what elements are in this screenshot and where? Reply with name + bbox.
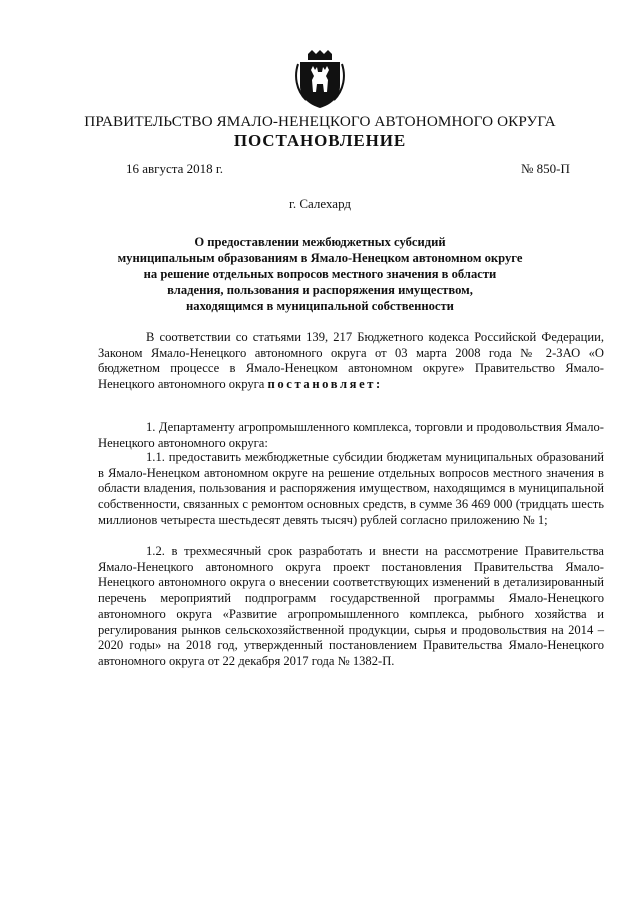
government-title: ПРАВИТЕЛЬСТВО ЯМАЛО-НЕНЕЦКОГО АВТОНОМНОГО ОКРУГА — [84, 113, 556, 130]
heading-line: О предоставлении межбюджетных субсидий — [194, 235, 446, 249]
item-1-2-paragraph: 1.2. в трехмесячный срок разработать и внести на рассмотрение Правительства Ямало-Ненецкого автономного округа проект постановления Правительства Ямало-Ненецкого автономного округа о внесении соответствующих изменений в детализированный перечень мероприятий подпрограмм государственной программы Ямало-Ненецкого автономного округа «Развитие агропромышленного комплекса, рыбного хозяйства и регулирования рынков сельскохозяйственной продукции, сырья и продовольствия на 2014 – 2020 годы» на 2018 год, утвержденный постановлением Правительства Ямало-Ненецкого автономного округа от 22 декабря 2017 года № 1382-П. — [98, 544, 604, 668]
document-date: 16 августа 2018 г. — [126, 161, 223, 176]
item-1-1-paragraph: 1.1. предоставить межбюджетные субсидии бюджетам муниципальных образований в Ямало-Ненецком автономном округе на решение отдельных вопросов местного значения в области владения, пользования и распоряжения имуществом, находящимся в муниципальной собственности, связанных с ремонтом основных средств, в сумме 36 469 000 (тридцать шесть миллионов четыреста шестьдесят девять тысяч) рублей согласно приложению № 1; — [98, 450, 604, 527]
document-heading — [90, 234, 550, 314]
document-type: ПОСТАНОВЛЕНИЕ — [233, 131, 407, 150]
intro-paragraph — [98, 330, 604, 393]
heading-line: на решение отдельных вопросов местного значения в области — [143, 267, 497, 281]
decree-word: постановляет: — [267, 377, 383, 392]
document-number: № 850-П — [521, 161, 570, 176]
heading-line: муниципальным образованиям в Ямало-Ненецком автономном округе — [117, 251, 523, 265]
city-name: г. Салехард — [288, 196, 352, 211]
heading-line: находящимся в муниципальной собственности — [186, 299, 454, 313]
coat-of-arms-icon — [294, 50, 346, 108]
intro-text: В соответствии со статьями 139, 217 Бюджетного кодекса Российской Федерации, Законом Ямало-Ненецкого автономного округа от 03 марта 2008 года № 2-ЗАО «О бюджетном процессе в Ямало-Ненецком автономном округе» Правительство Ямало-Ненецкого автономного округа — [98, 330, 604, 392]
heading-line: владения, пользования и распоряжения имуществом, — [167, 283, 473, 297]
item-1-paragraph: 1. Департаменту агропромышленного комплекса, торговли и продовольствия Ямало-Ненецкого автономного округа: — [98, 420, 604, 450]
